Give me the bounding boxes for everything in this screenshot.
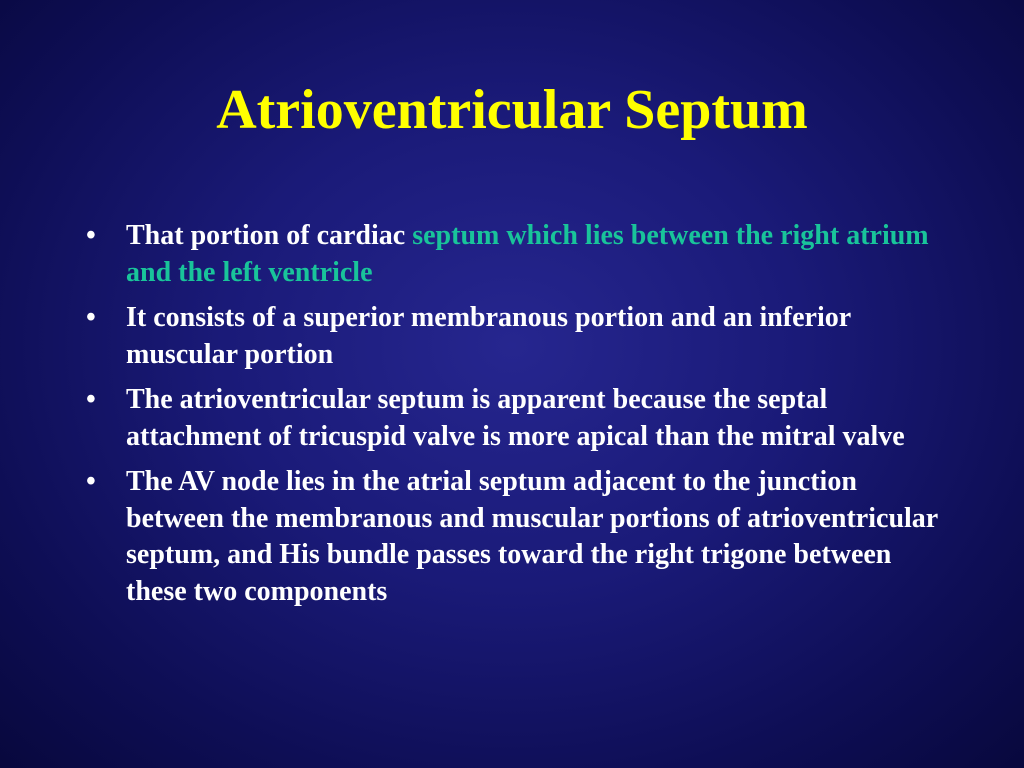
- bullet-item: [86, 464, 946, 610]
- bullet-marker: •: [86, 302, 96, 333]
- bullet-marker: •: [86, 384, 96, 415]
- bullet-text: The atrioventricular septum is apparent because the septal attachment of tricuspid valve is more apical than the mitral valve: [126, 384, 905, 452]
- bullet-text: The AV node lies in the atrial septum adjacent to the junction between the membranous and muscular portions of atrioventricular septum, and His bundle passes toward the right trigone between these two components: [126, 466, 938, 607]
- bullet-highlight-text: septum which lies between the right atrium and the left ventricle: [126, 220, 929, 288]
- bullet-marker: •: [86, 466, 96, 497]
- bullet-text: It consists of a superior membranous portion and an inferior muscular portion: [126, 302, 851, 370]
- bullet-item: [86, 300, 946, 373]
- bullet-list: [86, 218, 946, 619]
- bullet-text: That portion of cardiac: [126, 220, 413, 251]
- slide-title: Atrioventricular Septum: [216, 79, 808, 141]
- bullet-item: [86, 382, 946, 455]
- bullet-item: [86, 218, 946, 291]
- bullet-marker: •: [86, 220, 96, 251]
